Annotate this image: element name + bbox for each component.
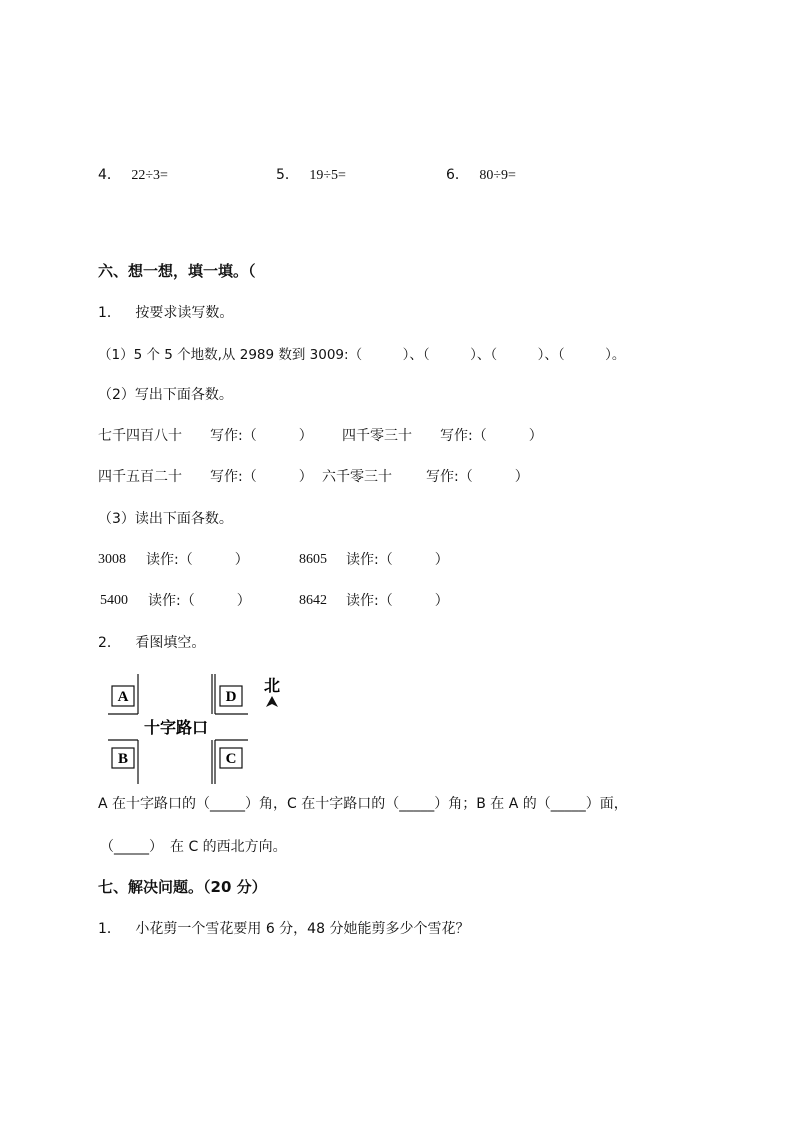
north-label: 北 <box>263 676 281 695</box>
section6-q2: 2． 看图填空。 <box>98 635 206 651</box>
q2-answer-line1: A 在十字路口的（_____）角，C 在十字路口的（_____）角；B 在 A 的（_____）面， <box>98 796 628 812</box>
write-item-4-label: 写作:（ ） <box>426 469 529 485</box>
q1-part2-title: （2）写出下面各数。 <box>98 387 233 403</box>
section6-title: 六、想一想，填一填。（ <box>98 262 256 280</box>
crossroad-label: 十字路口 <box>143 718 209 737</box>
write-item-2-label: 写作:（ ） <box>440 428 543 444</box>
division-problem-4: 4． 22÷3= <box>98 167 168 183</box>
label-d: D <box>225 689 237 705</box>
north-arrow-icon <box>266 696 278 707</box>
write-item-3-word: 四千五百二十 <box>98 469 182 485</box>
division-problem-6: 6． 80÷9= <box>446 167 516 183</box>
read-item-1-label: 读作:（ ） <box>146 552 249 568</box>
division-problem-5: 5． 19÷5= <box>276 167 346 183</box>
write-item-1-label: 写作:（ ） <box>210 428 313 444</box>
write-item-2-word: 四千零三十 <box>342 428 412 444</box>
write-item-1-word: 七千四百八十 <box>98 428 182 444</box>
label-b: B <box>117 751 129 767</box>
read-item-4-label: 读作:（ ） <box>346 593 449 609</box>
section7-q1: 1． 小花剪一个雪花要用 6 分，48 分她能剪多少个雪花？ <box>98 921 470 937</box>
read-item-3-label: 读作:（ ） <box>148 593 251 609</box>
read-item-4-num: 8642 <box>299 593 327 608</box>
section6-q1: 1． 按要求读写数。 <box>98 305 234 321</box>
read-item-2-num: 8605 <box>299 552 327 567</box>
read-item-3-num: 5400 <box>100 593 128 608</box>
read-item-2-label: 读作:（ ） <box>346 552 449 568</box>
label-c: C <box>225 751 237 767</box>
write-item-4-word: 六千零三十 <box>322 469 392 485</box>
crossroad-diagram <box>100 672 300 787</box>
label-a: A <box>117 689 129 705</box>
section7-title: 七、解决问题。（20 分） <box>98 878 267 896</box>
q1-part1: （1）5 个 5 个地数,从 2989 数到 3009:（ ）、（ ）、（ ）、（ ）。 <box>98 347 626 363</box>
q1-part3-title: （3）读出下面各数。 <box>98 511 233 527</box>
q2-answer-line2: （_____） 在 C 的西北方向。 <box>100 839 287 855</box>
read-item-1-num: 3008 <box>98 552 126 567</box>
write-item-3-label: 写作:（ ） <box>210 469 313 485</box>
